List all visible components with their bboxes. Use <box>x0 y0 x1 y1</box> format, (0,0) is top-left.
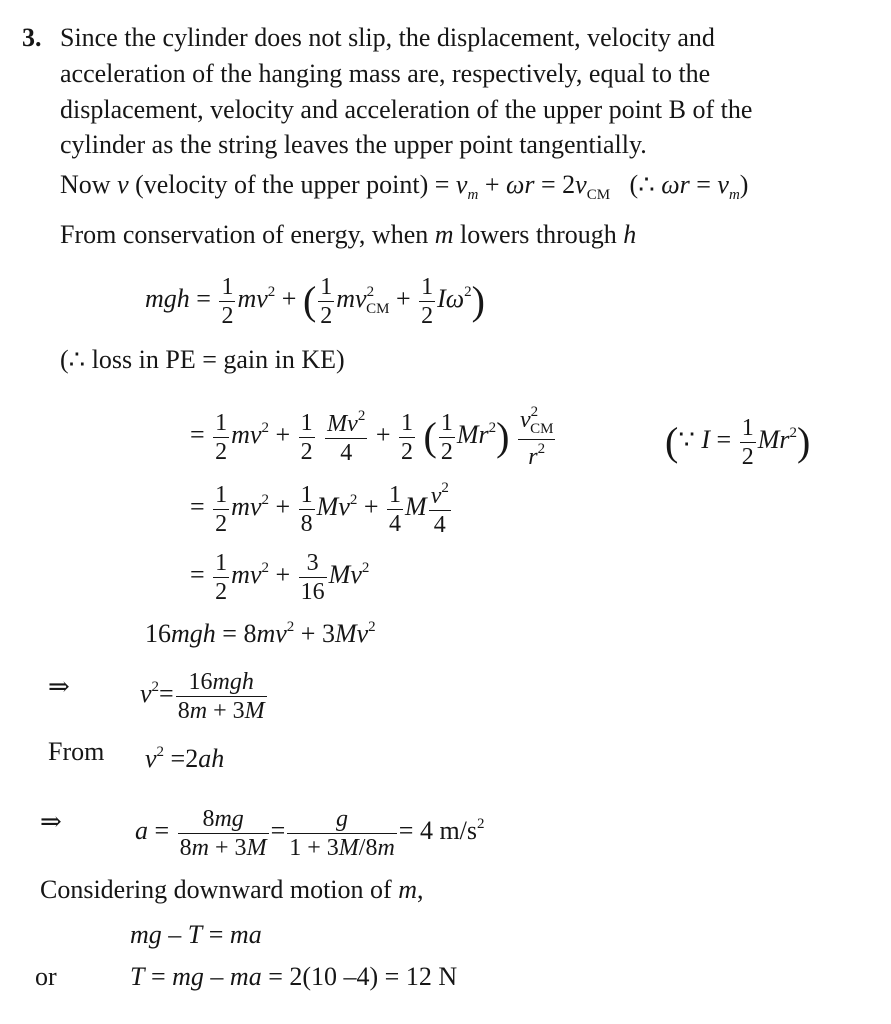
energy-equation-3: = $\frac{1}{2}$ $mv^2$ + $\frac{1}{8}$ $Mv^2$ + $\frac{1}{4}$ M $\frac{v^2}{4}$ <box>190 480 449 539</box>
problem-number: 3. <box>22 23 42 52</box>
energy-equation-5: $16mgh = 8mv^2 + 3Mv^2$ <box>145 619 376 648</box>
intro-line-2: acceleration of the hanging mass are, respectively, equal to the <box>60 59 711 88</box>
energy-note: (∴ loss in PE = gain in KE) <box>60 345 345 374</box>
v-squared-equation: $v^2=$ $\frac{\text{16mgh}}{8m + 3M}$ <box>140 668 265 724</box>
acceleration-equation: a = $\frac{8mg}{8m + 3M}$ = $\frac{g}{1 + 3M/8m}$ = 4 $m/s^2$ <box>135 805 485 861</box>
intro-line-1: Since the cylinder does not slip, the displacement, velocity and <box>60 23 715 52</box>
or-label: or <box>35 962 57 991</box>
energy-equation-4: = $\frac{1}{2}$ $mv^2$ + $\frac{3}{16}$ Mv$^2$ <box>190 549 370 605</box>
implies-symbol-1: ⇒ <box>48 672 70 701</box>
force-equation: mg – T = ma <box>130 920 262 949</box>
intro-line-4: cylinder as the string leaves the upper point tangentially. <box>60 130 647 159</box>
velocity-line: Now v (velocity of the upper point) = $v_m + \omega r = 2v_{CM}$ (∴ $\omega r = v_m$) <box>60 170 749 203</box>
kinematic-equation: $v^2 =2ah$ <box>145 744 225 773</box>
from-label: From <box>48 737 105 766</box>
energy-intro: From conservation of energy, when m lowers through h <box>60 220 637 249</box>
considering-line: Considering downward motion of m, <box>40 875 424 904</box>
implies-symbol-2: ⇒ <box>40 807 62 836</box>
energy-equation-1: mgh = $\frac{1}{2}$ $mv^2$ + ( $\frac{1}{2}$ $mv^2_{CM}$ + $\frac{1}{2}$ $I\omega^2$) <box>145 273 485 329</box>
energy-equation-2: = $\frac{1}{2}$ $mv^2$ + $\frac{1}{2}$ $\frac{Mv^2}{4}$ + $\frac{1}{2}$ ( $\frac{1}{2}$ Mr$^2$) $\frac{v^2_{CM}}{r^2}$ <box>190 404 554 471</box>
inertia-note: (∵ I = $\frac{1}{2}$ Mr$^2$) <box>665 414 811 470</box>
tension-equation: T = mg – ma = 2(10 –4) = 12 N <box>130 962 458 991</box>
intro-line-3: displacement, velocity and acceleration of the upper point B of the <box>60 95 753 124</box>
